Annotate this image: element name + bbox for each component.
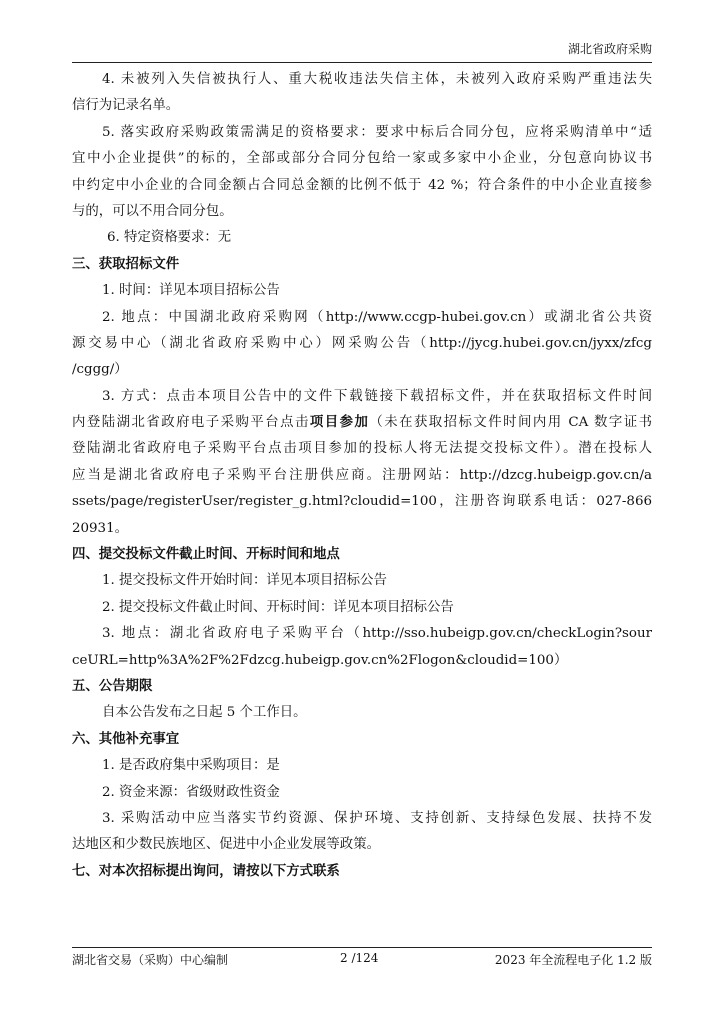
- section-6-item-3-line: 3. 采购活动中应当落实节约资源、保护环境、支持创新、支持绿色发展、扶持不发: [102, 810, 652, 826]
- paragraph-5-line: 与的，可以不用合同分包。: [72, 203, 233, 219]
- section-3-item-3-line: 应当是湖北省政府电子采购平台注册供应商。注册网站：http://dzcg.hubeigp.gov.cn/a: [72, 467, 652, 483]
- document-body: [72, 67, 652, 885]
- text-segment: 内登陆湖北省政府电子采购平台点击: [72, 415, 310, 431]
- section-3-item-2-line: 源交易中心（湖北省政府采购中心）网采购公告（http://jycg.hubei.gov.cn/jyxx/zfcg: [72, 335, 652, 351]
- section-6-title: 六、其他补充事宜: [72, 731, 180, 747]
- text-segment: （未在获取招标文件时间内用 CA 数字证书: [369, 415, 652, 431]
- paragraph-4-line: 4. 未被列入失信被执行人、重大税收违法失信主体，未被列入政府采购严重违法失: [102, 72, 652, 87]
- paragraph-5-line: 中约定中小企业的合同金额占合同总金额的比例不低于 42 %；符合条件的中小企业直接参: [72, 177, 652, 193]
- section-4-item-3-line: ceURL=http%3A%2F%2Fdzcg.hubeigp.gov.cn%2Flogon&cloudid=100）: [72, 652, 568, 668]
- footer-page-number: 2 /124: [340, 951, 379, 965]
- section-7-title: 七、对本次招标提出询问，请按以下方式联系: [72, 863, 340, 879]
- footer-left: 湖北省交易（采购）中心编制: [72, 953, 229, 967]
- paragraph-5-line: 宜中小企业提供”的标的，全部或部分合同分包给一家或多家中小企业，分包意向协议书: [72, 151, 652, 167]
- section-6-item-1: 1. 是否政府集中采购项目：是: [102, 758, 280, 774]
- paragraph-6: 6. 特定资格要求：无: [107, 230, 232, 246]
- section-5-item-1: 自本公告发布之日起 5 个工作日。: [102, 705, 307, 721]
- page-footer: [72, 947, 652, 969]
- section-3-item-3-line: 3. 方式：点击本项目公告中的文件下载链接下载招标文件，并在获取招标文件时间: [102, 388, 652, 404]
- section-3-item-1: 1. 时间：详见本项目招标公告: [102, 283, 280, 299]
- section-4-item-2: 2. 提交投标文件截止时间、开标时间：详见本项目招标公告: [102, 599, 454, 615]
- header-org: 湖北省政府采购: [567, 42, 652, 56]
- section-3-item-3-line: ssets/page/registerUser/register_g.html?cloudid=100，注册咨询联系电话：027-866: [72, 494, 652, 510]
- paragraph-5-line: 5. 落实政府采购政策需满足的资格要求：要求中标后合同分包，应将采购清单中“适: [102, 124, 652, 140]
- section-5-title: 五、公告期限: [72, 678, 153, 694]
- section-3-item-3-line: 登陆湖北省政府电子采购平台点击项目参加的投标人将无法提交投标文件）。潜在投标人: [72, 441, 652, 457]
- section-3-item-3-line: [72, 410, 652, 436]
- section-3-item-3-line: 20931。: [72, 520, 128, 536]
- section-3-title: 三、获取招标文件: [72, 256, 180, 272]
- section-3-item-2-line: 2. 地点：中国湖北政府采购网（http://www.ccgp-hubei.gov.cn）或湖北省公共资: [102, 309, 652, 325]
- bold-project-join: 项目参加: [309, 415, 370, 431]
- section-4-item-1: 1. 提交投标文件开始时间：详见本项目招标公告: [102, 573, 387, 589]
- footer-right: 2023 年全流程电子化 1.2 版: [494, 953, 652, 967]
- page-header: [72, 40, 652, 63]
- paragraph-4-line: 信行为记录名单。: [72, 98, 180, 114]
- section-4-item-3-line: 3. 地点：湖北省政府电子采购平台（http://sso.hubeigp.gov.cn/checkLogin?sour: [102, 626, 652, 642]
- section-3-item-2-line: /cggg/）: [72, 362, 128, 378]
- section-6-item-2: 2. 资金来源：省级财政性资金: [102, 784, 280, 800]
- section-4-title: 四、提交投标文件截止时间、开标时间和地点: [72, 547, 340, 563]
- section-6-item-3-line: 达地区和少数民族地区、促进中小企业发展等政策。: [72, 837, 380, 853]
